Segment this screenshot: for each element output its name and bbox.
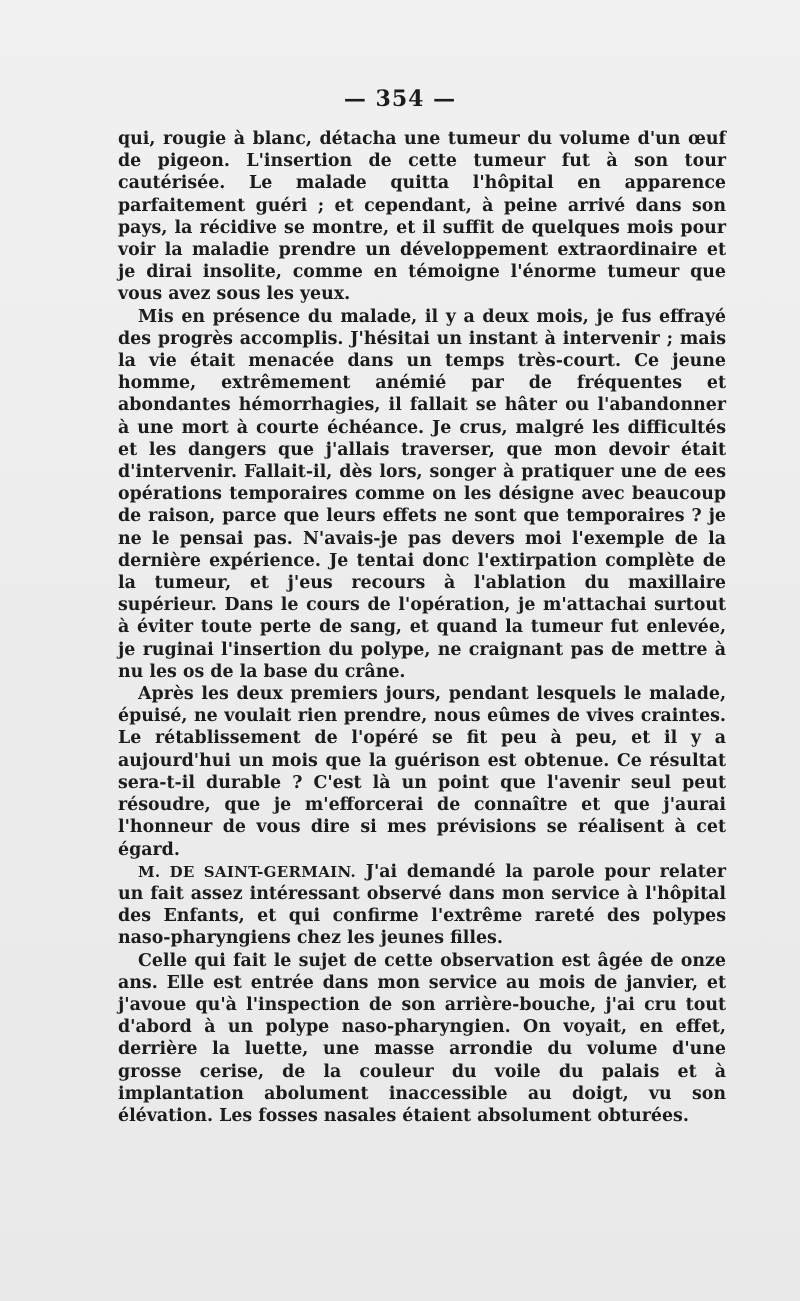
- paragraph-intervention: Mis en présence du malade, il y a deux mois, je fus effrayé des progrès accomplis. J'hésitai un instant à intervenir ; mais la vie était menacée dans un temps très-court. Ce jeune homme, extrêmement anémié par de fréquentes et abondantes hémorrhagies, il fallait se hâter ou l'abandonner à une mort à courte échéance. Je crus, malgré les difficultés et les dangers que j'allais traverser, que mon devoir était d'intervenir. Fallait-il, dès lors, songer à pratiquer une de ees opérations temporaires comme on les désigne avec beaucoup de raison, parce que leurs effets ne sont que temporaires ? je ne le pensai pas. N'avais-je pas devers moi l'exemple de la dernière expérience. Je tentai donc l'extirpation complète de la tumeur, et j'eus recours à l'ablation du maxillaire supérieur. Dans le cours de l'opération, je m'attachai surtout à éviter toute perte de sang, et quand la tumeur fut enlevée, je ruginai l'insertion du polype, ne craignant pas de mettre à nu les os de la base du crâne.: [118, 306, 726, 682]
- speaker-name: M. DE SAINT-GERMAIN.: [138, 862, 357, 881]
- speech-paragraph: [118, 861, 726, 950]
- body-text: [118, 128, 726, 1127]
- page-number: — 354 —: [343, 86, 457, 112]
- paragraph-observation: Celle qui fait le sujet de cette observation est âgée de onze ans. Elle est entrée dans mon service au mois de janvier, et j'avoue qu'à l'inspection de son arrière-bouche, j'ai cru tout d'abord à un polype naso-pharyngien. On voyait, en effet, derrière la luette, une masse arrondie du volume d'une grosse cerise, de la couleur du voile du palais et à implantation abolument inaccessible au doigt, vu son élévation. Les fosses nasales étaient absolument obturées.: [118, 950, 726, 1126]
- paragraph-continuation: qui, rougie à blanc, détacha une tumeur du volume d'un œuf de pigeon. L'insertion de cette tumeur fut à son tour cautérisée. Le malade quitta l'hôpital en apparence parfaitement guéri ; et cependant, à peine arrivé dans son pays, la récidive se montre, et il suffit de quelques mois pour voir la maladie prendre un développement extraordinaire et je dirai insolite, comme en témoigne l'énorme tumeur que vous avez sous les yeux.: [118, 129, 726, 305]
- speech-text: J'ai demandé la parole pour relater un fait assez intéressant observé dans mon service à l'hôpital des Enfants, et qui confirme l'extrême rareté des polypes naso-pharyngiens chez les jeunes filles.: [118, 861, 726, 949]
- paragraph-recovery: Après les deux premiers jours, pendant lesquels le malade, épuisé, ne voulait rien prendre, nous eûmes de vives craintes. Le rétablissement de l'opéré se fit peu à peu, et il y a aujourd'hui un mois que la guérison est obtenue. Ce résultat sera-t-il durable ? C'est là un point que l'avenir seul peut résoudre, que je m'efforcerai de connaître et que j'aurai l'honneur de vous dire si mes prévisions se réalisent à cet égard.: [118, 684, 726, 860]
